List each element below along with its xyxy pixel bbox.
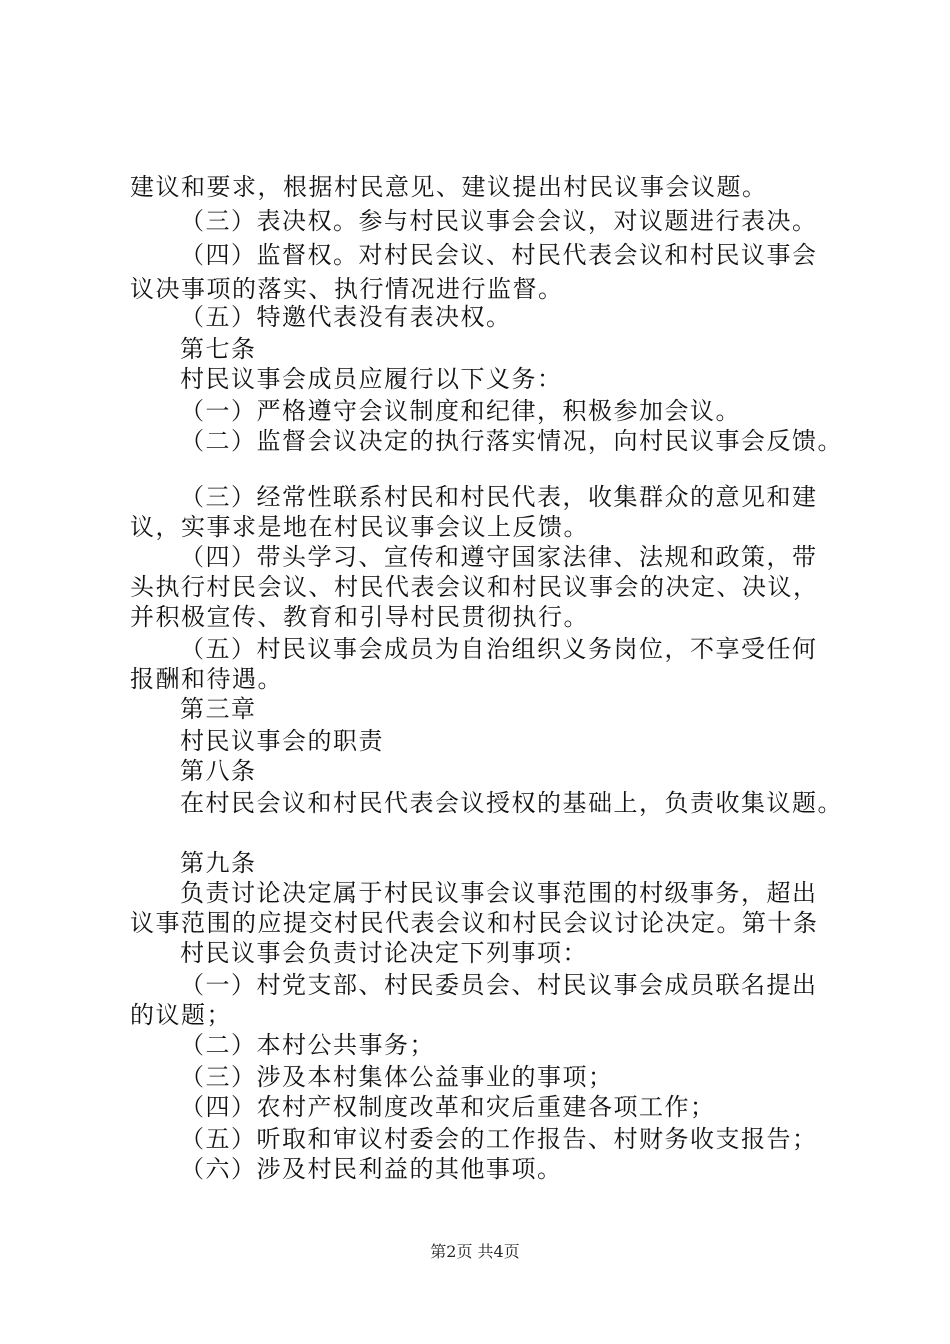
text-line: 建议和要求，根据村民意见、建议提出村民议事会议题。 <box>130 173 768 201</box>
text-line: （三）涉及本村集体公益事业的事项； <box>180 1063 614 1091</box>
text-line: （五）特邀代表没有表决权。 <box>180 303 512 331</box>
text-line: 村民议事会负责讨论决定下列事项： <box>180 939 588 967</box>
text-line: 议，实事求是地在村民议事会议上反馈。 <box>130 513 589 541</box>
text-line: 负责讨论决定属于村民议事会议事范围的村级事务，超出 <box>180 879 818 907</box>
article-heading: 第九条 <box>180 849 257 877</box>
text-line: （三）表决权。参与村民议事会会议，对议题进行表决。 <box>180 207 818 235</box>
text-line: （三）经常性联系村民和村民代表，收集群众的意见和建 <box>180 483 818 511</box>
text-line: （六）涉及村民利益的其他事项。 <box>180 1155 563 1183</box>
article-heading: 第八条 <box>180 757 257 785</box>
text-line: （五）村民议事会成员为自治组织义务岗位，不享受任何 <box>180 635 818 663</box>
text-line: 村民议事会成员应履行以下义务： <box>180 365 563 393</box>
article-heading: 第七条 <box>180 335 257 363</box>
text-line: 头执行村民会议、村民代表会议和村民议事会的决定、决议， <box>130 573 819 601</box>
text-line: 议决事项的落实、执行情况进行监督。 <box>130 275 564 303</box>
text-line: （一）村党支部、村民委员会、村民议事会成员联名提出 <box>180 971 818 999</box>
text-line: 的议题； <box>130 1001 232 1029</box>
text-line: 议事范围的应提交村民代表会议和村民会议讨论决定。第十条 <box>130 909 819 937</box>
text-line: （四）农村产权制度改革和灾后重建各项工作； <box>180 1093 716 1121</box>
text-line: （二）监督会议决定的执行落实情况，向村民议事会反馈。 <box>180 427 843 455</box>
chapter-title: 村民议事会的职责 <box>180 727 384 755</box>
page-number: 第2页 共4页 <box>430 1242 520 1261</box>
text-line: （四）监督权。对村民会议、村民代表会议和村民议事会 <box>180 241 818 269</box>
text-line: 在村民会议和村民代表会议授权的基础上，负责收集议题。 <box>180 789 843 817</box>
text-line: （一）严格遵守会议制度和纪律，积极参加会议。 <box>180 397 741 425</box>
text-line: （二）本村公共事务； <box>180 1031 435 1059</box>
text-line: 并积极宣传、教育和引导村民贯彻执行。 <box>130 603 589 631</box>
chapter-heading: 第三章 <box>180 695 257 723</box>
text-line: 报酬和待遇。 <box>130 665 283 693</box>
text-line: （四）带头学习、宣传和遵守国家法律、法规和政策，带 <box>180 543 818 571</box>
text-line: （五）听取和审议村委会的工作报告、村财务收支报告； <box>180 1125 818 1153</box>
